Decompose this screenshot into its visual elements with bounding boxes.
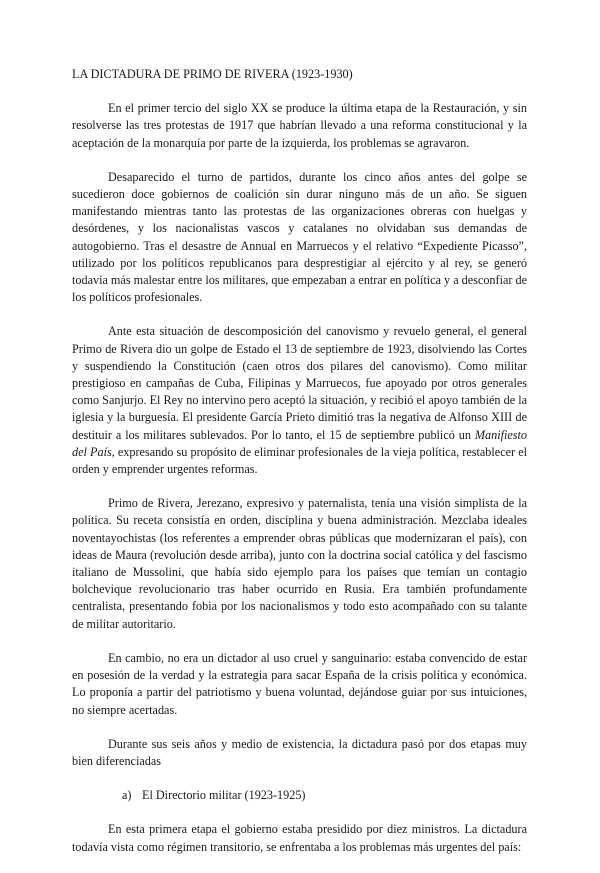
document-title: LA DICTADURA DE PRIMO DE RIVERA (1923-1930) (72, 67, 353, 81)
paragraph-5: En cambio, no era un dictador al uso cruel y sanguinario: estaba convencido de estar en posesión de la verdad y la estrategia para sacar España de la crisis política y económica. Lo proponía a partir del patriotismo y buena voluntad, dejándose guiar por sus intuiciones, no siempre acertadas. (72, 650, 527, 717)
document-body (72, 66, 527, 873)
paragraph-4: Primo de Rivera, Jerezano, expresivo y paternalista, tenía una visión simplista de la política. Su receta consistía en orden, disciplina y buena administración. Mezclaba ideales noventayochistas (los referentes a emprender obras públicas que modernizaran el país), con ideas de Maura (revolución desde arriba), junto con la doctrina social católica y del fascismo italiano de Mussolini, que había sido ejemplo para los países que temían un contagio bolchevique revolucionario tras haber ocurrido en Rusia. Era también profundamente centralista, presentando fobia por los nacionalismos y todo esto acompañado con su talante de militar autoritario. (72, 496, 527, 631)
paragraph-2: Desaparecido el turno de partidos, durante los cinco años antes del golpe se sucedieron doce gobiernos de coalición sin durar ninguno más de un año. Se siguen manifestando mientras tanto las protestas de las organizaciones obreras con huelgas y desórdenes, y los nacionalistas vascos y catalanes no olvidaban sus demandas de autogobierno. Tras el desastre de Annual en Marruecos y el relativo “Expediente Picasso”, utilizado por los políticos republicanos para desprestigiar al ejército y al rey, se generó todavía más malestar entre los militares, que empezaban a entrar en política y a desconfiar de los políticos profesionales. (72, 169, 527, 305)
list-marker: a) (122, 788, 132, 803)
paragraph-3 (72, 323, 527, 478)
list-item-directorio-militar (72, 787, 527, 804)
paragraph-3-text-start: Ante esta situación de descomposición del canovismo y revuelo general, el general Primo de Rivera dio un golpe de Estado el 13 de septiembre de 1923, disolviendo las Cortes y suspendiendo la Constitución (caen otros dos pilares del canovismo). Como militar prestigioso en campañas de Cuba, Filipinas y Marruecos, fue apoyado por otros generales como Sanjurjo. El Rey no intervino pero aceptó la situación, y recibió el apoyo también de la iglesia y la burguesía. El presidente García Prieto dimitió tras la negativa de Alfonso XIII de destituir a los militares sublevados. Por lo tanto, el 15 de septiembre publicó un (72, 324, 527, 442)
paragraph-1: En el primer tercio del siglo XX se produce la última etapa de la Restauración, y sin resolverse las tres protestas de 1917 que habrían llevado a una reforma constitucional y la aceptación de la monarquía por parte de la izquierda, los problemas se agravaron. (72, 101, 527, 150)
paragraph-7: En esta primera etapa el gobierno estaba presidido por diez ministros. La dictadura todavía vista como régimen transitorio, se enfrentaba a los problemas más urgentes del país: (72, 822, 527, 854)
list-item-text: El Directorio militar (1923-1925) (142, 788, 306, 803)
paragraph-6: Durante sus seis años y medio de existencia, la dictadura pasó por dos etapas muy bien diferenciadas (72, 736, 527, 768)
paragraph-3-text-end: expresando su propósito de eliminar profesionales de la vieja política, restablecer el orden y emprender urgentes reformas. (72, 444, 527, 477)
manifiesto-title: Manifiesto del País, (72, 427, 527, 459)
